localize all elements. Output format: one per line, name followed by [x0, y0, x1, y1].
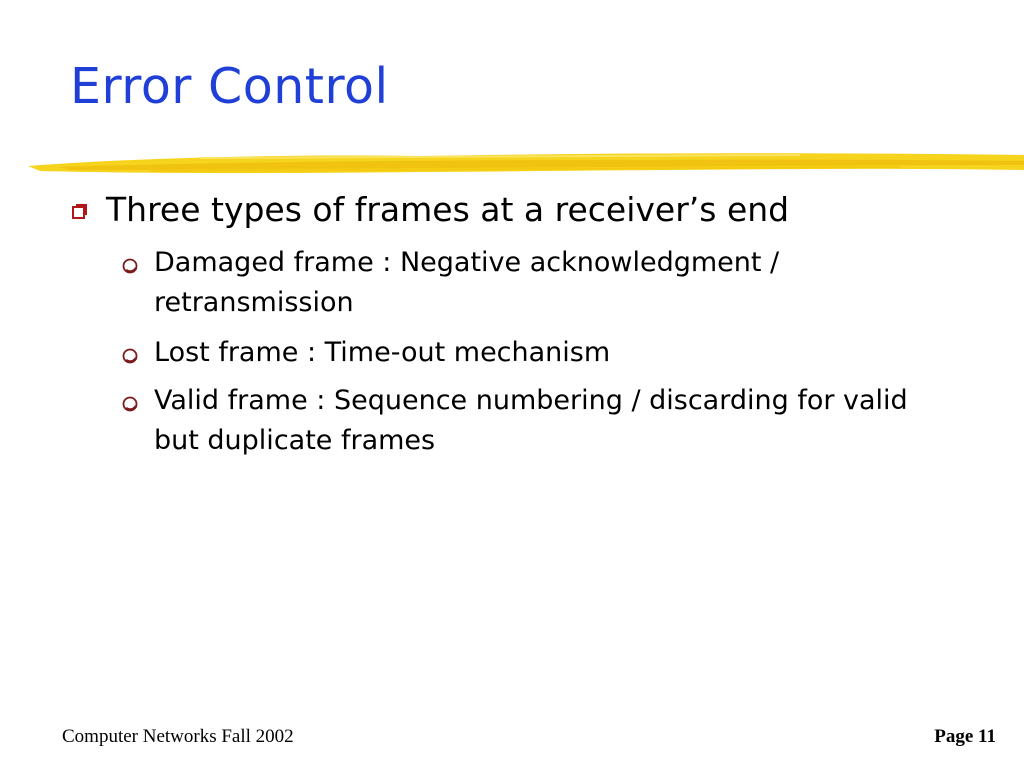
sub-bullet: [122, 243, 914, 323]
footer-page-number: Page 11: [934, 726, 996, 747]
sub-bullet: [122, 333, 914, 373]
slide-title: Error Control: [70, 58, 389, 115]
hollow-circle-bullet-icon: [122, 381, 142, 421]
sub-bullet-text: Valid frame : Sequence numbering / discarding for valid but duplicate frames: [154, 385, 908, 456]
bullet-level1: [72, 187, 789, 233]
sub-bullet-text: Damaged frame : Negative acknowledgment / retransmission: [154, 247, 780, 318]
hollow-circle-bullet-icon: [122, 333, 142, 373]
hollow-square-bullet-icon: [72, 187, 90, 233]
bullet-text: Three types of frames at a receiver’s end: [106, 190, 790, 229]
hollow-circle-bullet-icon: [122, 243, 142, 283]
yellow-brush-stroke: [0, 140, 1024, 190]
sub-bullet-text: Lost frame : Time-out mechanism: [154, 337, 611, 368]
sub-bullet: [122, 381, 914, 461]
footer-course-label: Computer Networks Fall 2002: [62, 726, 294, 747]
